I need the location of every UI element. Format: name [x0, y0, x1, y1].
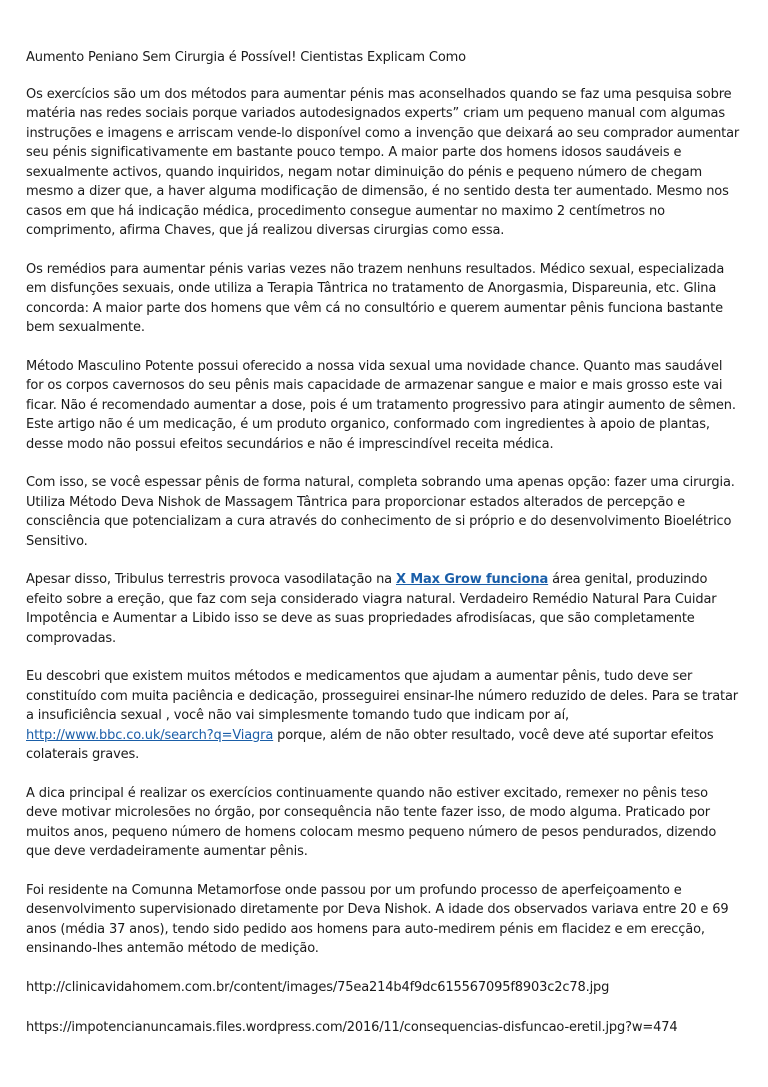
- paragraph-6: [26, 667, 742, 765]
- document-title: Aumento Peniano Sem Cirurgia é Possível! Cientistas Explicam Como: [26, 50, 466, 65]
- paragraph-3: Método Masculino Potente possui oferecido a nossa vida sexual uma novidade chance. Quanto mas saudável for os corpos cavernosos do seu pênis mais capacidade de armazenar sangue e maior e mais grosso este vai ficar. Não é recomendado aumentar a dose, pois é um tratamento progressivo para atingir aumento de sêmen. Este artigo não é um medicação, é um produto organico, conformado com ingredientes à apoio de plantas, desse modo não possui efeitos secundários e não é imprescindível receita médica.: [26, 358, 736, 452]
- paragraph-5-text-after: área genital, produzindo efeito sobre a ereção, que faz com seja considerado viagra natural. Verdadeiro Remédio Natural Para Cuidar Impotência e Aumentar a Libido isso se deve as suas propriedades afrodisíacas, que são completamente comprovadas.: [26, 572, 717, 646]
- paragraph-6-text-before: Eu descobri que existem muitos métodos e medicamentos que ajudam a aumentar pênis, tudo deve ser constituído com muita paciência e dedicação, prosseguirei ensinar-lhe número reduzido de deles. Para se tratar a insuficiência sexual , você não vai simplesmente tomando tudo que indicam por aí,: [26, 669, 738, 723]
- bbc-search-link[interactable]: http://www.bbc.co.uk/search?q=Viagra: [26, 727, 274, 743]
- paragraph-5-text-before: Apesar disso, Tribulus terrestris provoca vasodilatação na: [26, 572, 396, 587]
- paragraph-7: A dica principal é realizar os exercícios continuamente quando não estiver excitado, remexer no pênis teso deve motivar microlesões no órgão, por consequência não tente fazer isso, de modo alguma. Praticado por muitos anos, pequeno número de homens colocam mesmo pequeno número de pesos pendurados, dizendo que deve verdadeiramente aumentar pênis.: [26, 785, 717, 859]
- x-max-grow-link[interactable]: X Max Grow funciona: [395, 572, 549, 587]
- paragraph-2: Os remédios para aumentar pénis varias vezes não trazem nenhuns resultados. Médico sexual, especializada em disfunções sexuais, onde utiliza a Terapia Tântrica no tratamento de Anorgasmia, Dispareunia, etc. Glina concorda: A maior parte dos homens que vêm cá no consultório e querem aumentar pênis funciona bastante bem sexualmente.: [26, 261, 725, 335]
- source-url-2: https://impotencianuncamais.files.wordpress.com/2016/11/consequencias-disfuncao-eretil.jpg?w=474: [26, 1020, 678, 1035]
- paragraph-8: Foi residente na Comunna Metamorfose onde passou por um profundo processo de aperfeiçoamento e desenvolvimento supervisionado diretamente por Deva Nishok. A idade dos observados variava entre 20 e 69 anos (média 37 anos), tendo sido pedido aos homens para auto-medirem pénis em flacidez e em erecção, ensinando-lhes antemão método de medição.: [26, 882, 729, 956]
- source-url-1: http://clinicavidahomem.com.br/content/images/75ea214b4f9dc615567095f8903c2c78.jpg: [26, 979, 610, 995]
- paragraph-1: Os exercícios são um dos métodos para aumentar pénis mas aconselhados quando se faz uma pesquisa sobre matéria nas redes sociais porque variados autodesignados experts” criam um pequeno manual com algumas instruções e imagens e arriscam vende-lo disponível como a invenção que deixará ao seu comprador aumentar seu pénis significativamente em bastante pouco tempo. A maior parte dos homens idosos saudáveis e sexualmente activos, quando inquiridos, negam notar diminuição do pénis e pequeno número de chegam mesmo a dizer que, a haver alguma modificação de dimensão, é no sentido desta ter aumentado. Mesmo nos casos em que há indicação médica, procedimento consegue aumentar no maximo 2 centímetros no comprimento, afirma Chaves, que já realizou diversas cirurgias como essa.: [26, 86, 740, 238]
- paragraph-4: Com isso, se você espessar pênis de forma natural, completa sobrando uma apenas opção: fazer uma cirurgia. Utiliza Método Deva Nishok de Massagem Tântrica para proporcionar estados alterados de percepção e consciência que potencializam a cura através do conhecimento de si próprio e do desenvolvimento Bioelétrico Sensitivo.: [26, 475, 735, 549]
- document-page: [26, 48, 742, 1059]
- paragraph-6-text-after: porque, além de não obter resultado, você deve até suportar efeitos colaterais graves.: [26, 727, 714, 762]
- paragraph-5: [26, 570, 742, 648]
